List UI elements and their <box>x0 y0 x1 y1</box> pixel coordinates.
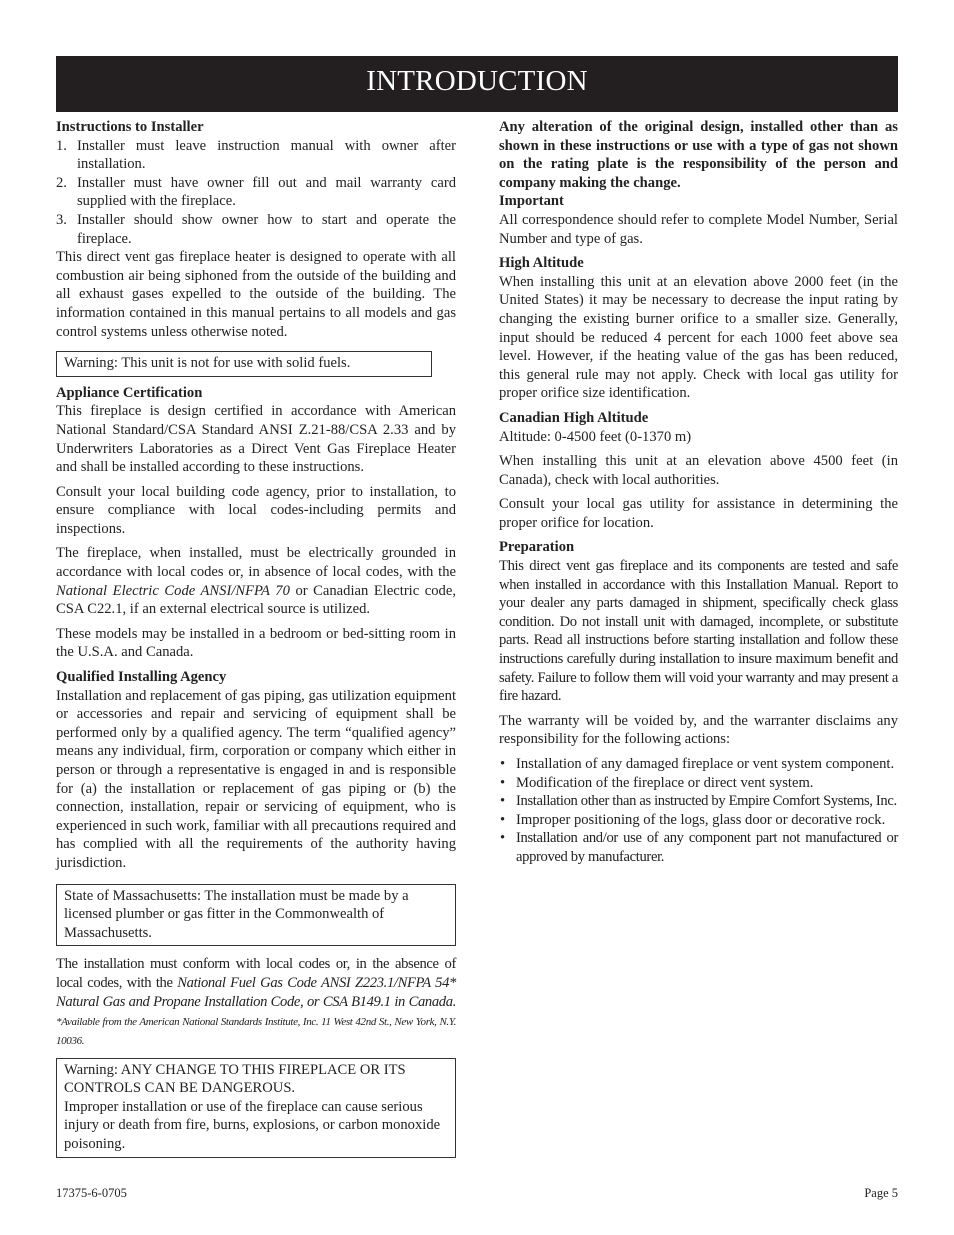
warning-text: Warning: This unit is not for use with solid fuels. <box>64 355 351 372</box>
installer-heading: Instructions to Installer <box>56 119 204 135</box>
bedroom-paragraph: These models may be installed in a bedroom or bed-sitting room in the U.S.A. and Canada. <box>56 625 456 661</box>
list-item <box>499 755 898 774</box>
high-altitude-heading: High Altitude <box>499 255 584 272</box>
codes-paragraph <box>56 955 456 1049</box>
high-altitude-paragraph: When installing this unit at an elevation above 2000 feet (in the United States) it may be necessary to decrease the input rating by changing the existing burner orifice to a smaller size. Generally, input should be reduced 4 percent for each 1000 feet above sea level. However, if the heating value of the gas has been reduced, this general rule may not apply. Check with local gas utility for proper orifice size identification. <box>499 273 898 402</box>
bullet-icon: • <box>500 830 505 847</box>
list-text: Installer must have owner fill out and mail warranty card supplied with the fireplace. <box>77 174 456 210</box>
availability-note: *Available from the American National Standards Institute, Inc. 11 West 42nd St., New York, N.Y. 10036. <box>56 1015 456 1047</box>
alteration-paragraph: Any alteration of the original design, installed other than as shown in these instructions or use with a type of gas not shown on the rating plate is the responsibility of the person and company making the change. <box>499 119 898 191</box>
page-title-banner <box>56 56 898 112</box>
warranty-paragraph: The warranty will be voided by, and the warranter disclaims any responsibility for the following actions: <box>499 712 898 748</box>
list-item <box>56 174 456 211</box>
bullet-icon: • <box>500 774 506 791</box>
canadian-altitude-heading: Canadian High Altitude <box>499 409 649 426</box>
list-text: Installation of any damaged fireplace or vent system component. <box>516 756 895 772</box>
massachusetts-box <box>56 884 456 947</box>
list-text: Installer should show owner how to start and operate the fireplace. <box>77 211 456 247</box>
fuel-gas-code-reference: National Fuel Gas Code ANSI Z223.1/NFPA 54* Natural Gas and Propane Installation Code, or CSA B149.1 in Canada. <box>56 974 457 1010</box>
list-number: 3. <box>56 211 67 228</box>
bullet-icon: • <box>500 811 506 828</box>
canadian-altitude-range: Altitude: 0-4500 feet (0-1370 m) <box>499 428 692 445</box>
intro-paragraph: This direct vent gas fireplace heater is designed to operate with all combustion air being siphoned from the outside of the building and all exhaust gases expelled to the outside of the building. The information contained in this manual pertains to all models and gas control systems unless otherwise noted. <box>56 249 456 340</box>
canadian-altitude-paragraph: When installing this unit at an elevation above 4500 feet (in Canada), check with local authorities. <box>499 453 898 488</box>
right-column <box>499 118 898 867</box>
change-warning-title: Warning: ANY CHANGE TO THIS FIREPLACE OR ITS CONTROLS CAN BE DANGEROUS. <box>64 1061 406 1097</box>
massachusetts-text: State of Massachusetts: The installation must be made by a licensed plumber or gas fitter in the Commonwealth of Massachusetts. <box>64 887 409 941</box>
list-item <box>56 211 456 248</box>
list-number: 2. <box>56 174 67 191</box>
preparation-paragraph: This direct vent gas fireplace and its components are tested and safe when installed in accordance with this Installation Manual. Report to your dealer any parts damaged in shipment, specifically check glass condition. Do not install unit with damaged, incomplete, or substitute parts. Read all instructions before starting installation and follow these instructions carefully during installation to insure maximum benefit and safety. Failure to follow them will void your warranty and may present a fire hazard. <box>499 558 898 705</box>
list-item <box>499 829 898 866</box>
nfpa-reference: National Electric Code ANSI/NFPA 70 <box>56 582 290 599</box>
list-item <box>499 811 898 830</box>
codes-text: The installation must conform with local codes or, in the absence of local codes, with the <box>56 956 456 991</box>
grounding-text-end: or Canadian Electric code, CSA C22.1, if an external electrical source is utilized. <box>56 582 456 618</box>
page-number: Page 5 <box>864 1186 898 1200</box>
list-item <box>499 792 898 811</box>
left-column <box>56 118 456 1165</box>
change-warning-box <box>56 1058 456 1158</box>
bullet-icon: • <box>500 756 506 772</box>
grounding-text: The fireplace, when installed, must be electrically grounded in accordance with local codes or, in absence of local codes, with the <box>56 545 456 581</box>
warranty-list <box>499 755 898 867</box>
agency-paragraph: Installation and replacement of gas piping, gas utilization equipment or accessories and repair and servicing of equipment shall be performed only by a qualified agency. The term “qualified agency” means any individual, firm, corporation or company which either in person or through a representative is engaged in and is responsible for (a) the installation or replacement of gas piping or (b) the connection, installation, repair or servicing of equipment, who is experienced in such work, familiar with all precautions required and has complied with all the requirements of the authority having jurisdiction. <box>56 687 457 871</box>
important-paragraph: All correspondence should refer to complete Model Number, Serial Number and type of gas. <box>499 211 898 247</box>
grounding-paragraph <box>56 544 456 618</box>
installer-list <box>56 137 456 249</box>
page-title: INTRODUCTION <box>366 65 588 97</box>
bullet-icon: • <box>500 793 505 810</box>
list-text: Installation other than as instructed by Empire Comfort Systems, Inc. <box>516 793 897 810</box>
solid-fuels-warning-box <box>56 351 432 377</box>
list-text: Improper positioning of the logs, glass door or decorative rock. <box>516 811 886 828</box>
list-text: Installer must leave instruction manual with owner after installation. <box>77 137 456 173</box>
list-text: Modification of the fireplace or direct vent system. <box>516 774 814 791</box>
list-number: 1. <box>56 137 67 154</box>
certification-heading: Appliance Certification <box>56 384 203 401</box>
consult-utility-paragraph: Consult your local gas utility for assistance in determining the proper orifice for location. <box>499 496 898 531</box>
document-number: 17375-6-0705 <box>56 1186 127 1200</box>
preparation-heading: Preparation <box>499 539 575 556</box>
certification-paragraph: This fireplace is design certified in accordance with American National Standard/CSA Standard ANSI Z.21-88/CSA 2.33 and by Underwriters Laboratories as a Direct Vent Gas Fireplace Heater and shall be installed according to these instructions. <box>56 403 456 476</box>
agency-heading: Qualified Installing Agency <box>56 669 227 686</box>
consult-paragraph: Consult your local building code agency, prior to installation, to ensure compliance with local codes-including permits and inspections. <box>56 483 456 537</box>
list-item <box>56 137 456 174</box>
important-heading: Important <box>499 193 564 210</box>
list-item <box>499 774 898 793</box>
change-warning-text: Improper installation or use of the fireplace can cause serious injury or death from fire, burns, explosions, or carbon monoxide poisoning. <box>64 1098 441 1152</box>
list-text: Installation and/or use of any component part not manufactured or approved by manufacturer. <box>516 830 898 865</box>
